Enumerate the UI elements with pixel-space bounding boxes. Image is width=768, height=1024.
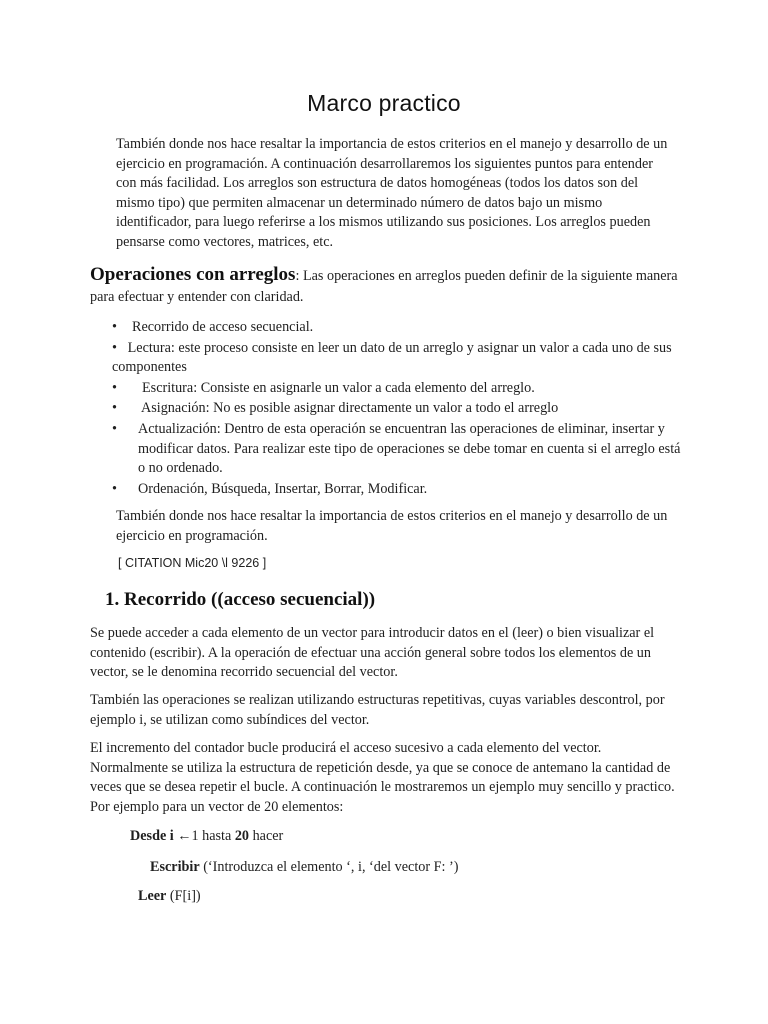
- section-paragraph-3: El incremento del contador bucle producirá el acceso sucesivo a cada elemento del vector. Normalmente se utiliza la estructura de repetición desde, ya que se conoce de antemano la cantidad de veces que se desea repetir el bucle. A continuación le mostraremos un ejemplo muy sencillo y practico. Por ejemplo para un vector de 20 elementos:: [90, 740, 675, 815]
- bullet-icon: •: [112, 400, 117, 417]
- operations-heading: Operaciones con arreglos: [90, 264, 296, 285]
- closing-paragraph: También donde nos hace resaltar la importancia de estos criterios en el manejo y desarrollo de un ejercicio en programación.: [116, 508, 668, 544]
- list-item: • Ordenación, Búsqueda, Insertar, Borrar, Modificar.: [112, 480, 682, 500]
- citation-field: [ CITATION Mic20 \l 9226 ]: [118, 556, 267, 570]
- list-item: • Escritura: Consiste en asignarle un valor a cada elemento del arreglo.: [112, 379, 682, 399]
- operations-paragraph: [90, 264, 690, 308]
- code-line-escribir: Escribir (‘Introduzca el elemento ‘, i, ‘del vector F: ’): [150, 859, 459, 875]
- section-heading: 1. Recorrido ((acceso secuencial)): [105, 589, 376, 610]
- intro-paragraph: También donde nos hace resaltar la importancia de estos criterios en el manejo y desarrollo de un ejercicio en programación. A continuación desarrollaremos los siguientes puntos para entender con más facilidad. Los arreglos son estructura de datos homogéneas (todos los datos son del mismo tipo) que permiten almacenar un determinado número de datos bajo un mismo identificador, para luego referirse a los mismos utilizando sus posiciones. Los arreglos pueden pensarse como vectores, matrices, etc.: [116, 136, 668, 250]
- section-paragraph-2: También las operaciones se realizan utilizando estructuras repetitivas, cuyas variables descontrol, por ejemplo i, se utilizan como subíndices del vector.: [90, 692, 665, 728]
- bullet-icon: •: [112, 379, 117, 396]
- list-item: • Recorrido de acceso secuencial.: [112, 318, 682, 338]
- bullet-icon: •: [112, 480, 117, 497]
- operations-text: : Las operaciones en arreglos pueden definir de la siguiente manera para efectuar y entender con claridad.: [90, 268, 678, 305]
- code-line-leer: Leer (F[i]): [138, 888, 201, 904]
- list-item: • Asignación: No es posible asignar directamente un valor a todo el arreglo: [112, 399, 682, 419]
- list-item: • Lectura: este proceso consiste en leer un dato de un arreglo y asignar un valor a cada uno de sus componentes: [112, 339, 672, 376]
- list-item: • Actualización: Dentro de esta operación se encuentran las operaciones de eliminar, insertar y modificar datos. Para realizar este tipo de operaciones se debe tomar en cuenta si el arreglo está o no ordenado.: [112, 420, 681, 477]
- page-title: Marco practico: [307, 90, 461, 116]
- operations-list: [112, 318, 682, 500]
- bullet-icon: •: [112, 319, 117, 335]
- bullet-icon: •: [112, 339, 117, 356]
- bullet-icon: •: [112, 420, 117, 437]
- section-paragraph-1: Se puede acceder a cada elemento de un vector para introducir datos en el (leer) o bien visualizar el contenido (escribir). A la operación de efectuar una acción general sobre todos los elementos de un vector, se le denomina recorrido secuencial del vector.: [90, 625, 655, 681]
- code-line-desde: Desde i ←1 hasta 20 hacer: [130, 828, 284, 844]
